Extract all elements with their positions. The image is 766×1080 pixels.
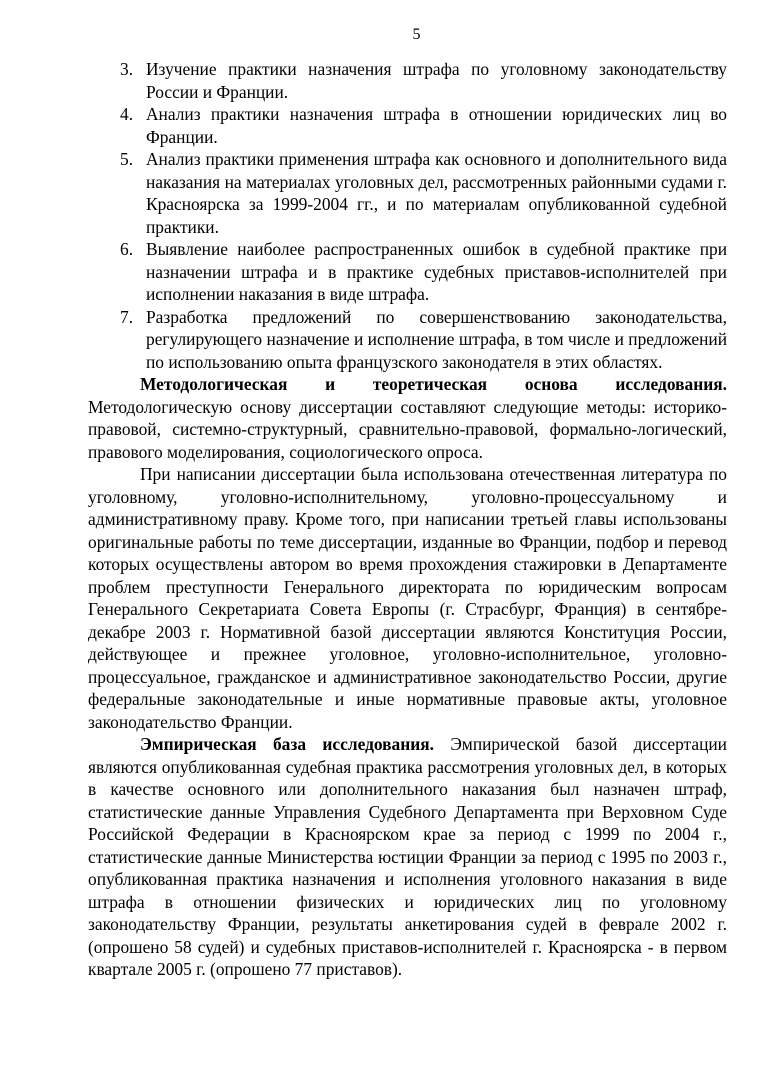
page-number: 5 [412,26,421,43]
empirical-text: Эмпирической базой диссертации являются опубликованная судебная практика рассмотрения уголовных дел, в которых в качестве основного или дополнительного наказания был назначен штраф, статистические данные Управления Судебного Департамента при Верховном Суде Российской Федерации в Красноярском крае за период с 1999 по 2004 г., статистические данные Министерства юстиции Франции за период с 1995 по 2003 г., опубликованная практика назначения и исполнения уголовного наказания в виде штрафа в отношении физических и юридических лиц по уголовному законодательству Франции, результаты анкетирования судей в феврале 2002 г. (опрошено 58 судей) и судебных приставов-исполнителей г. Красноярска - в первом квартале 2005 г. (опрошено 77 приставов). [88,734,727,979]
empirical-heading: Эмпирическая база исследования. [140,734,435,754]
list-item [88,148,727,238]
list-item-text: Разработка предложений по совершенствованию законодательства, регулирующего назначение и исполнение штрафа, в том числе и предложений по использованию опыта французского законодателя в этих областях. [146,306,727,372]
list-item-number: 7. [120,306,134,327]
research-tasks-list [88,58,727,373]
list-item-text: Анализ практики назначения штрафа в отношении юридических лиц во Франции. [146,104,727,147]
list-item [88,58,727,103]
empirical-paragraph [88,733,727,981]
list-item [88,238,727,306]
document-page [88,24,727,981]
list-item-text: Анализ практики применения штрафа как основного и дополнительного вида наказания на материалах уголовных дел, рассмотренных районными судами г. Красноярска за 1999-2004 гг., и по материалам опубликованной судебной практики. [146,149,727,237]
list-item [88,103,727,148]
sources-paragraph: При написании диссертации была использована отечественная литература по уголовному, уголовно-исполнительному, уголовно-процессуальному и административному праву. Кроме того, при написании третьей главы использованы оригинальные работы по теме диссертации, изданные во Франции, подбор и перевод которых осуществлены автором во время прохождения стажировки в Департаменте проблем преступности Генерального директората по юридическим вопросам Генерального Секретариата Совета Европы (г. Страсбург, Франция) в сентябре-декабре 2003 г. Нормативной базой диссертации являются Конституция России, действующее и прежнее уголовное, уголовно-исполнительное, уголовно-процессуальное, гражданское и административное законодательство России, другие федеральные законодательные и иные нормативные правовые акты, уголовное законодательство Франции. [88,464,727,732]
list-item-text: Выявление наиболее распространенных ошибок в судебной практике при назначении штрафа и в практике судебных приставов-исполнителей при исполнении наказания в виде штрафа. [146,239,727,304]
list-item-text: Изучение практики назначения штрафа по уголовному законодательству России и Франции. [146,59,727,102]
list-item [88,306,727,374]
list-item-number: 6. [120,239,134,259]
list-item-number: 5. [120,149,134,169]
methodology-heading: Методологическая и теоретическая основа исследования. [140,374,727,394]
list-item-number: 4. [120,104,134,124]
methodology-paragraph: Методологическую основу диссертации составляют следующие методы: историко-правовой, системно-структурный, сравнительно-правовой, формально-логический, правового моделирования, социологического опроса. [88,396,727,462]
list-item-number: 3. [120,59,134,79]
